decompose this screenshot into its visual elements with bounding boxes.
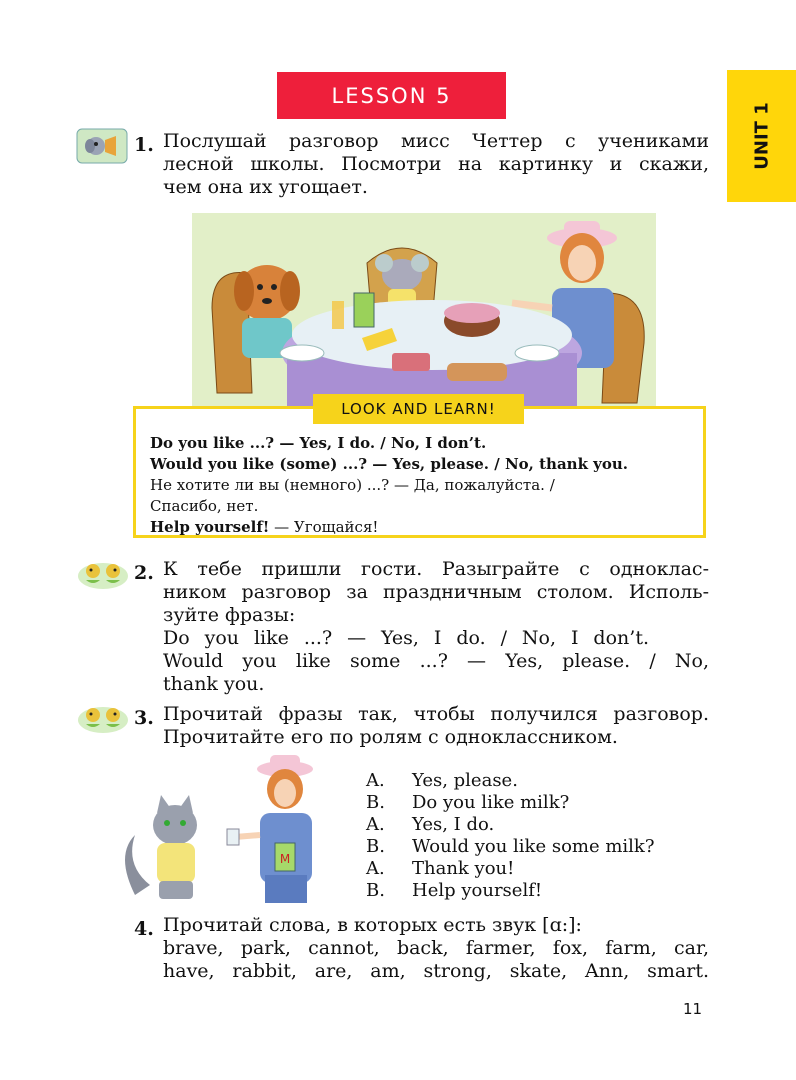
dialog-line: Do you like milk? [412,792,570,813]
exercise-3-line: Прочитай фразы так, чтобы получился разговор. [163,703,709,725]
dialog-speaker: A. [366,858,385,879]
unit-tab [727,70,796,202]
cat-and-lady-illustration [115,755,335,905]
dialog-line: Would you like some milk? [412,836,655,857]
listen-icon [76,128,128,164]
look-and-learn-box [133,406,706,538]
dialog-speaker: A. [366,770,385,791]
page-number: 11 [683,1000,703,1018]
exercise-4-line: brave, park, cannot, back, farmer, fox, farm, car, [163,937,709,959]
exercise-4-text [163,914,709,983]
exercise-4-number: 4. [134,918,154,940]
look-learn-help: Help yourself! [150,518,270,536]
lesson-title: LESSON 5 [277,72,506,119]
exercise-3-number: 3. [134,707,154,729]
exercise-3-text [163,703,709,749]
look-learn-line: Do you like ...? — Yes, I do. / No, I don’t. [150,434,487,452]
dialog-speakers [366,770,385,902]
exercise-1-text [163,130,709,199]
exercise-2-line: зуйте фразы: [163,604,296,626]
dialog-lines [412,770,654,902]
look-learn-line: Не хотите ли вы (немного) ...? — Да, пожалуйста. / [150,476,555,494]
dialog-line: Yes, please. [412,770,518,791]
exercise-2-line: Do you like ...? — Yes, I do. / No, I don’t. [163,627,649,649]
exercise-4-line: Прочитай слова, в которых есть звук [ɑ:]: [163,914,582,936]
dialog-speaker: B. [366,880,385,901]
dialog-line: Yes, I do. [412,814,495,835]
dialog-speaker: B. [366,836,385,857]
pair-work-icon [76,702,130,734]
exercise-2-text [163,558,709,696]
look-and-learn-badge: LOOK AND LEARN! [313,394,524,424]
exercise-1-number: 1. [134,134,154,156]
exercise-1-line: Послушай разговор мисс Четтер с учениками [163,130,709,152]
exercise-1-line: лесной школы. Посмотри на картинку и скажи, [163,153,709,175]
milk-carton-letter: M [279,852,291,866]
exercise-2-number: 2. [134,562,154,584]
look-learn-line: Would you like (some) ...? — Yes, please. / No, thank you. [150,455,629,473]
dialog-line: Thank you! [412,858,515,879]
dialog-line: Help yourself! [412,880,543,901]
exercise-1-line: чем она их угощает. [163,176,368,198]
exercise-2-line: thank you. [163,673,265,695]
pair-work-icon [76,558,130,590]
exercise-2-line: ником разговор за праздничным столом. Исполь- [163,581,709,603]
exercise-2-line: Would you like some ...? — Yes, please. / No, [163,650,709,672]
dialog-speaker: A. [366,814,385,835]
look-learn-help-translation: — Угощайся! [269,518,379,536]
exercise-3-line: Прочитайте его по ролям с одноклассником. [163,726,618,748]
dialog-speaker: B. [366,792,385,813]
unit-tab-label: UNIT 1 [751,102,772,170]
look-learn-line: Спасибо, нет. [150,497,259,515]
tea-party-illustration [192,213,656,413]
exercise-4-line: have, rabbit, are, am, strong, skate, Ann, smart. [163,960,709,982]
exercise-2-line: К тебе пришли гости. Разыграйте с одноклас- [163,558,709,580]
